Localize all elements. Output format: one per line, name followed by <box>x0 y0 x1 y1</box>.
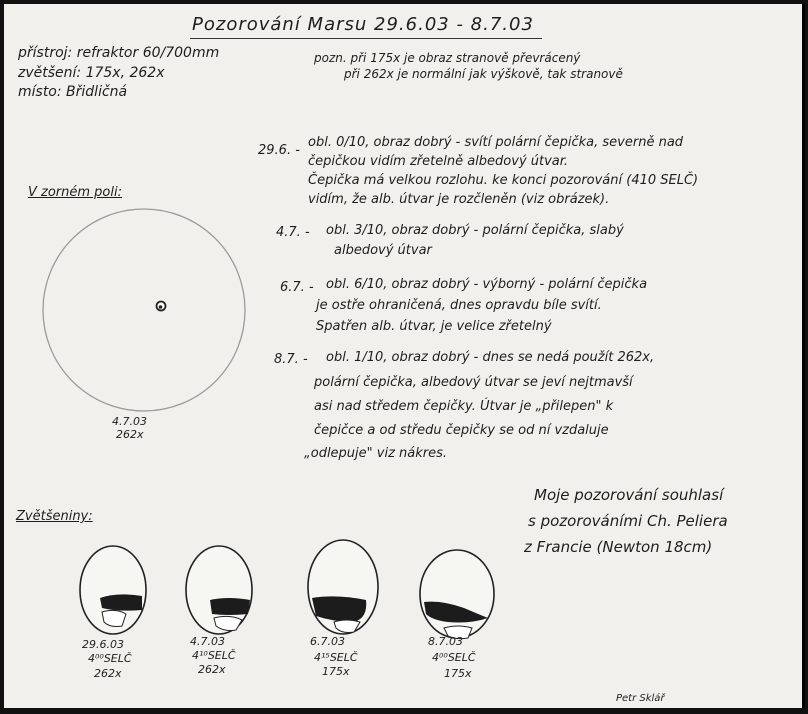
obs-line: Čepička má velkou rozlohu. ke konci pozorování (410 SELČ) <box>308 173 699 188</box>
obs-line: čepičce a od středu čepičky se od ní vzdaluje <box>314 423 609 438</box>
sketch-mag: 262x <box>94 667 122 680</box>
obs-line: „odlepuje" viz nákres. <box>304 446 448 461</box>
field-of-view-circle <box>40 206 250 416</box>
sketch-date: 4.7.03 <box>190 635 225 648</box>
sketch-date: 6.7.03 <box>310 635 345 648</box>
obs-date: 6.7. - <box>280 280 314 295</box>
obs-line: asi nad středem čepičky. Útvar je „přilepen" k <box>314 399 614 414</box>
mars-sketch <box>306 538 380 636</box>
obs-line: polární čepička, albedový útvar se jeví nejtmavší <box>314 375 633 390</box>
obs-date: 29.6. - <box>258 143 300 158</box>
obs-line: Spatřen alb. útvar, je velice zřetelný <box>316 319 552 334</box>
obs-line: obl. 6/10, obraz dobrý - výborný - polární čepička <box>326 277 648 292</box>
sketch-time: 4¹⁵SELČ <box>314 651 358 664</box>
obs-line: obl. 3/10, obraz dobrý - polární čepička, slabý <box>326 223 624 238</box>
title-underline <box>190 38 542 39</box>
note-line-1: pozn. při 175x je obraz stranově převrácený <box>314 51 581 65</box>
obs-line: čepičkou vidím zřetelně albedový útvar. <box>308 154 569 169</box>
conclusion-line-3: z Francie (Newton 18cm) <box>524 538 713 556</box>
obs-line: obl. 1/10, obraz dobrý - dnes se nedá použít 262x, <box>326 350 655 365</box>
sketch-mag: 175x <box>322 665 350 678</box>
location-line: místo: Břidličná <box>18 84 128 100</box>
mars-sketch <box>184 544 254 636</box>
obs-line: vidím, že alb. útvar je rozčleněn (viz obrázek). <box>308 192 610 207</box>
conclusion-line-2: s pozorováními Ch. Peliera <box>528 512 728 530</box>
field-of-view-label: V zorném poli: <box>28 185 122 200</box>
page-title: Pozorování Marsu 29.6.03 - 8.7.03 <box>192 14 534 35</box>
sketch-mag: 262x <box>198 663 226 676</box>
magnification-line: zvětšení: 175x, 262x <box>18 65 165 81</box>
sketch-time: 4⁰⁰SELČ <box>88 652 132 665</box>
sketch-mag: 175x <box>444 667 472 680</box>
sketch-date: 8.7.03 <box>428 635 463 648</box>
mars-sketch <box>418 548 496 640</box>
paper-sheet <box>4 4 805 708</box>
obs-line: je ostře ohraničená, dnes opravdu bíle svítí. <box>316 298 602 313</box>
sketch-time: 4⁰⁰SELČ <box>432 651 476 664</box>
mars-sketch <box>78 544 148 636</box>
fov-caption-mag: 262x <box>116 428 144 441</box>
author-signature: Petr Sklář <box>616 693 665 704</box>
conclusion-line-1: Moje pozorování souhlasí <box>534 486 724 504</box>
obs-date: 8.7. - <box>274 352 308 367</box>
obs-line: albedový útvar <box>334 243 432 258</box>
sketch-time: 4¹⁰SELČ <box>192 649 236 662</box>
instrument-line: přístroj: refraktor 60/700mm <box>18 45 220 61</box>
note-line-2: při 262x je normální jak výškově, tak stranově <box>344 67 623 81</box>
sketch-date: 29.6.03 <box>82 638 124 651</box>
obs-date: 4.7. - <box>276 225 310 240</box>
obs-line: obl. 0/10, obraz dobrý - svítí polární čepička, severně nad <box>308 135 684 150</box>
fov-caption-date: 4.7.03 <box>112 415 147 428</box>
magnifications-label: Zvětšeniny: <box>16 509 93 524</box>
